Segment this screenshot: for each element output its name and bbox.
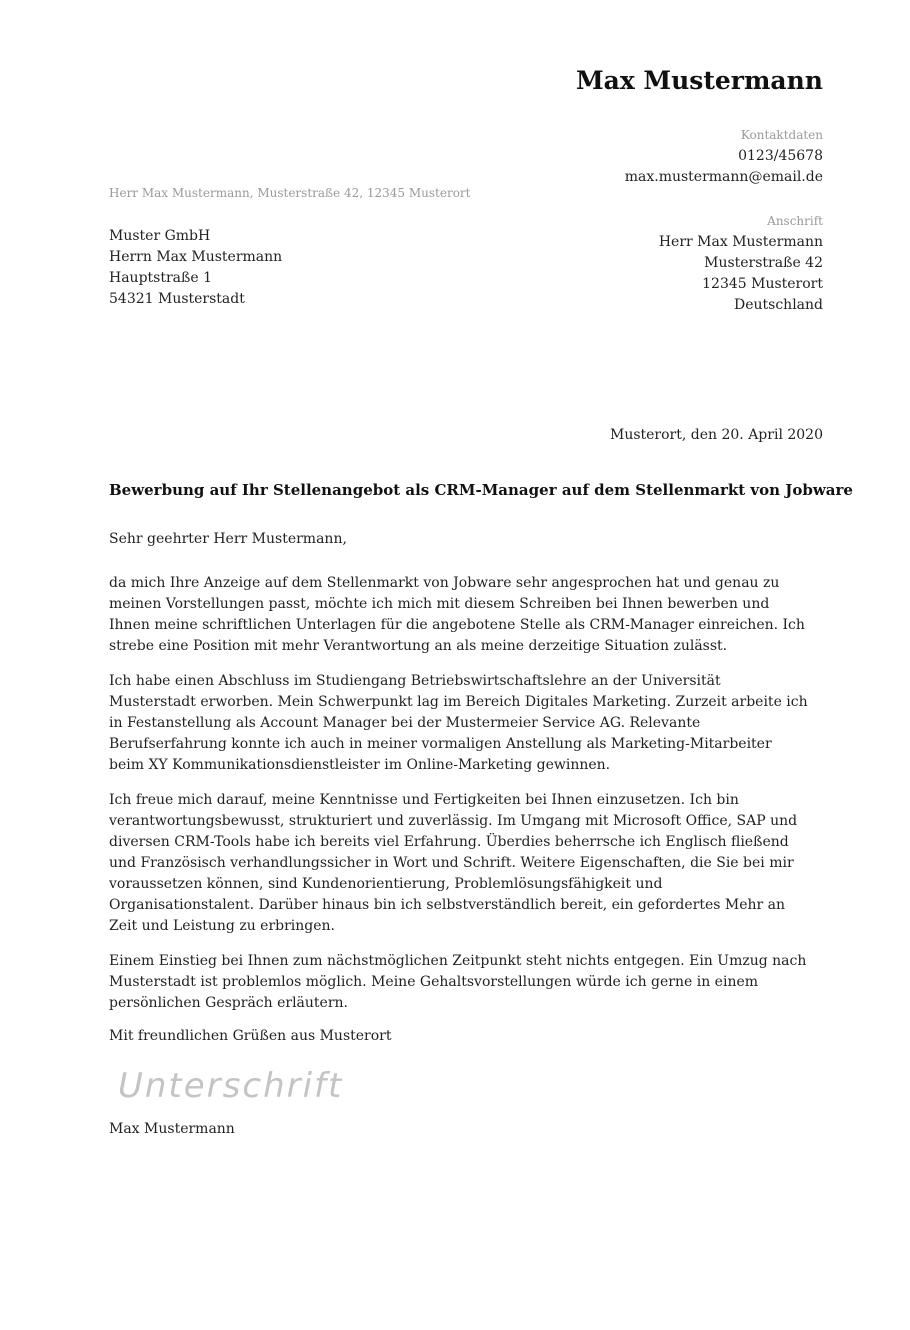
address-block [659,212,823,316]
body-paragraph: Ich freue mich darauf, meine Kenntnisse und Fertigkeiten bei Ihnen einzusetzen. Ich bin verantwortungsbewusst, strukturiert und zuverlässig. Im Umgang mit Microsoft Office, SAP und diversen CRM-Tools habe ich bereits viel Erfahrung. Überdies beherrsche ich Englisch fließend und Französisch verhandlungssicher in Wort und Schrift. Weitere Eigenschaften, die Sie bei mir voraussetzen können, sind Kundenorientierung, Problemlösungsfähigkeit und Organisationstalent. Darüber hinaus bin ich selbstverständlich bereit, ein gefordertes Mehr an Zeit und Leistung zu erbringen. [109,792,798,934]
contact-email: max.mustermann@email.de [624,169,823,185]
letter-closing: Mit freundlichen Grüßen aus Musterort [109,1028,392,1044]
recipient-line: Hauptstraße 1 [109,270,213,286]
body-paragraph: Einem Einstieg bei Ihnen zum nächstmöglichen Zeitpunkt steht nichts entgegen. Ein Umzug nach Musterstadt ist problemlos möglich. Meine Gehaltsvorstellungen würde ich gerne in einem persönlichen Gespräch erläutern. [109,953,807,1011]
recipient-line: Herrn Max Mustermann [109,249,283,265]
recipient-line: 54321 Musterstadt [109,291,245,307]
address-line: Deutschland [734,297,823,313]
address-line: 12345 Musterort [702,276,823,292]
address-line: Musterstraße 42 [704,255,823,271]
signer-name: Max Mustermann [109,1121,235,1137]
address-label: Anschrift [767,214,823,228]
contact-label: Kontaktdaten [740,128,823,142]
recipient-block [109,226,282,310]
letter-subject: Bewerbung auf Ihr Stellenangebot als CRM-Manager auf dem Stellenmarkt von Jobware [109,481,853,499]
signature: Unterschrift [118,1066,344,1106]
letter-body [109,573,809,1028]
sender-return-line: Herr Max Mustermann, Musterstraße 42, 12345 Musterort [109,186,471,200]
contact-block [625,126,823,188]
letter-salutation: Sehr geehrter Herr Mustermann, [109,531,347,547]
recipient-line: Muster GmbH [109,228,211,244]
applicant-name: Max Mustermann [575,66,823,95]
body-paragraph: Ich habe einen Abschluss im Studiengang Betriebswirtschaftslehre an der Universität Musterstadt erworben. Mein Schwerpunkt lag im Bereich Digitales Marketing. Zurzeit arbeite ich in Festanstellung als Account Manager bei der Mustermeier Service AG. Relevante Berufserfahrung konnte ich auch in meiner vormaligen Anstellung als Marketing-Mitarbeiter beim XY Kommunikationsdienstleister im Online-Marketing gewinnen. [109,673,808,773]
address-line: Herr Max Mustermann [658,234,823,250]
contact-phone: 0123/45678 [738,148,823,164]
letter-date: Musterort, den 20. April 2020 [609,427,823,443]
body-paragraph: da mich Ihre Anzeige auf dem Stellenmarkt von Jobware sehr angesprochen hat und genau zu meinen Vorstellungen passt, möchte ich mich mit diesem Schreiben bei Ihnen bewerben und Ihnen meine schriftlichen Unterlagen für die angebotene Stelle als CRM-Manager einreichen. Ich strebe eine Position mit mehr Verantwortung an als meine derzeitige Situation zulässt. [109,575,805,654]
